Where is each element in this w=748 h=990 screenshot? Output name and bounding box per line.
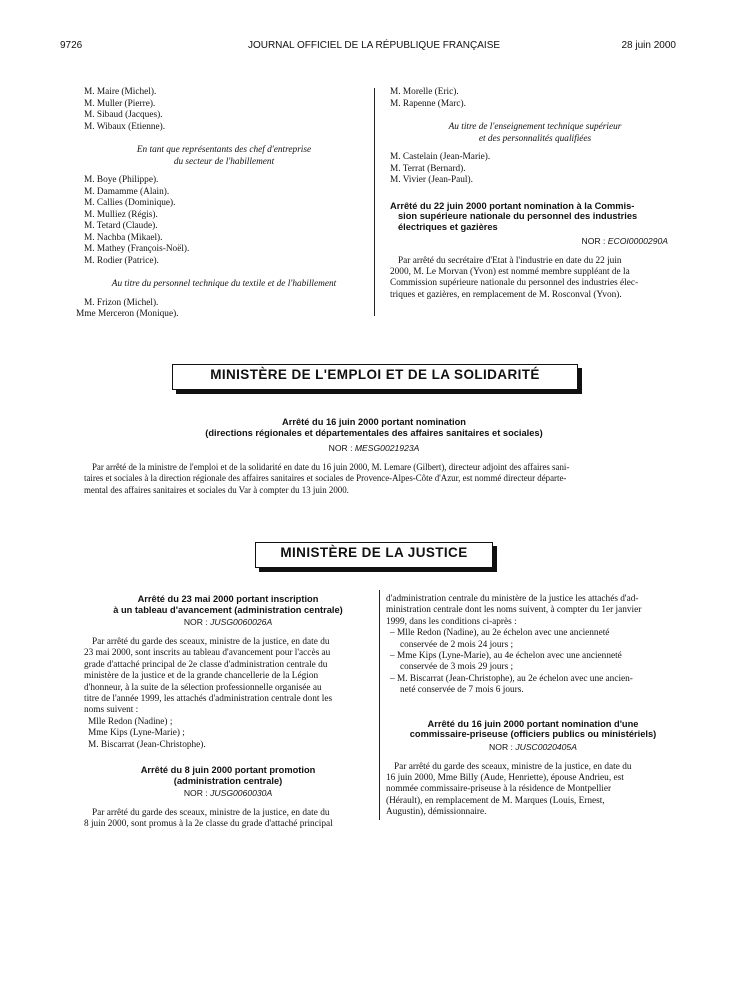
arrete-title: Arrêté du 16 juin 2000 portant nomination d'une commissaire-priseuse (officiers publics ou ministériels): [409, 718, 657, 740]
arrete-body: Par arrêté du garde des sceaux, ministre de la justice, en date du 16 juin 2000, Mme Billy (Aude, Henriette), épouse Andrieu, est nommée commissaire-priseuse à la résidence de Montpellier (Hérault), en remplacement de M. Marques (Louis, Ernest, Augustin), démissionnaire.: [386, 761, 632, 818]
page-date: 28 juin 2000: [621, 40, 676, 51]
nor-reference: NOR : JUSG0060026A: [183, 617, 273, 627]
section-heading: En tant que représentants des chef d'entreprise du secteur de l'habillement: [136, 145, 312, 167]
arrete-body: Par arrêté du secrétaire d'Etat à l'industrie en date du 22 juin 2000, M. Le Morvan (Yvon) est nommé membre suppléant de la Commission supérieure nationale du personnel des industries élec- triques et gazières, en remplacement de M. Rosconval (Yvon).: [390, 255, 639, 300]
arrete-body: Par arrêté de la ministre de l'emploi et de la solidarité en date du 16 juin 2000, M. Lemare (Gilbert), directeur adjoint des affaires sani- taires et sociales à la direction régionale des affaires sanitaires et sociales de Provence-Alpes-Côte d'Azur, est nommé directeur départe- mental des affaires sanitaires et sociales du Var à compter du 13 juin 2000.: [84, 462, 570, 495]
list-item: M. Terrat (Bernard).: [390, 163, 466, 174]
column-divider: [379, 590, 380, 820]
top-left-column: [76, 87, 374, 321]
nor-reference: NOR : ECOI0000290A: [581, 236, 668, 246]
section-heading: Au titre de l'enseignement technique supérieur et des personnalités qualifiées: [448, 122, 622, 144]
nor-reference: NOR : MESG0021923A: [328, 443, 420, 453]
list-item: M. Sibaud (Jacques).: [84, 110, 163, 120]
list-item: M. Muller (Pierre).: [84, 98, 156, 109]
ministry-heading-justice: MINISTÈRE DE LA JUSTICE: [255, 542, 493, 568]
list-item: M. Boye (Philippe).: [84, 175, 159, 185]
justice-right-column: [386, 594, 680, 819]
arrete-title: Arrêté du 16 juin 2000 portant nomination (directions régionales et départementales des affaires sanitaires et sociales): [205, 417, 543, 438]
nor-reference: NOR : JUSG0060030A: [183, 788, 273, 799]
list-item: M. Castelain (Jean-Marie).: [390, 152, 491, 162]
arrete-title: Arrêté du 22 juin 2000 portant nomination à la Commis- sion supérieure nationale du personnel des industries électriques et gazières: [390, 200, 638, 232]
arrete-body-continued: d'administration centrale du ministère de la justice les attachés d'ad- ministration centrale dont les noms suivent, à compter du 1er janvier 1999, dans les conditions ci-après : – Mlle Redon (Nadine), au 2e échelon avec une ancienneté conservée de 2 mois 24 jours ; – Mme Kips (Lyne-Marie), au 4e échelon avec une ancienneté conservée de 3 mois 29 jours ; – M. Biscarrat (Jean-Christophe), au 2e échelon avec une ancien- neté conservée de 7 mois 6 jours.: [386, 594, 642, 696]
section-heading: Au titre du personnel technique du textile et de l'habillement: [111, 279, 337, 289]
arrete-title: Arrêté du 8 juin 2000 portant promotion (administration centrale): [140, 765, 316, 786]
journal-title: JOURNAL OFFICIEL DE LA RÉPUBLIQUE FRANÇAISE: [247, 40, 501, 51]
list-item: M. Mathey (François-Noël).: [84, 244, 190, 254]
list-item: M. Vivier (Jean-Paul).: [390, 175, 473, 185]
list-item: M. Frizon (Michel).: [84, 297, 159, 308]
arrete-body: Par arrêté du garde des sceaux, ministre de la justice, en date du 23 mai 2000, sont inscrits au tableau d'avancement pour l'accès au grade d'attaché principal de 2e classe d'administration centrale du ministère de la justice et de la grande chancellerie de la Légion d'honneur, à la suite de la sélection professionnelle organisée au titre de l'année 1999, les attachés d'administration centrale dont les noms suivent : Mlle Redon (Nadine) ; Mme Kips (Lyne-Marie) ; M. Biscarrat (Jean-Christophe).: [84, 637, 333, 750]
list-item: M. Morelle (Eric).: [390, 87, 459, 97]
arrete-body: Par arrêté du garde des sceaux, ministre de la justice, en date du 8 juin 2000, sont promus à la 2e classe du grade d'attaché principal: [84, 808, 333, 830]
list-item: M. Wibaux (Etienne).: [84, 121, 166, 132]
list-item: M. Tetard (Claude).: [84, 221, 158, 231]
list-item: M. Mulliez (Régis).: [84, 209, 158, 220]
column-divider: [374, 88, 375, 316]
ministry-heading-emploi: MINISTÈRE DE L'EMPLOI ET DE LA SOLIDARITÉ: [172, 364, 578, 390]
nor-reference: NOR : JUSC0020405A: [489, 741, 577, 752]
list-item: Mme Merceron (Monique).: [76, 309, 179, 319]
list-item: M. Nachba (Mikael).: [84, 232, 163, 243]
list-item: M. Damamme (Alain).: [84, 186, 170, 197]
list-item: M. Rodier (Patrice).: [84, 255, 159, 266]
list-item: M. Callies (Dominique).: [84, 198, 176, 208]
page-number: 9726: [60, 40, 83, 51]
justice-left-column: [84, 594, 372, 831]
arrete-title: Arrêté du 23 mai 2000 portant inscription à un tableau d'avancement (administration centrale): [113, 594, 343, 615]
top-right-column: [390, 87, 680, 301]
list-item: M. Maire (Michel).: [84, 87, 157, 97]
list-item: M. Rapenne (Marc).: [390, 98, 466, 109]
